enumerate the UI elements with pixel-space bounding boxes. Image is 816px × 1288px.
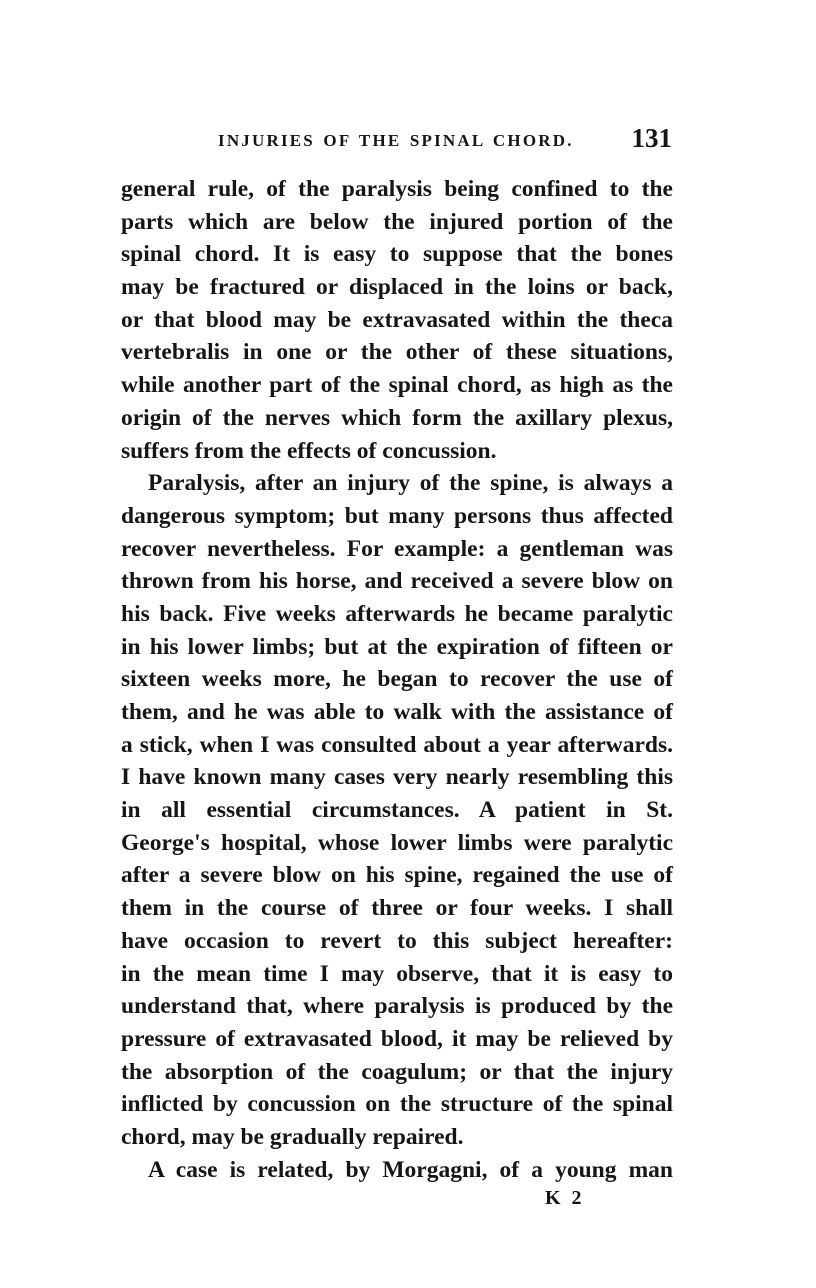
text-line: general rule, of the paralysis being confined to the: [121, 176, 673, 202]
text-line: suffers from the effects of concussion.: [121, 437, 497, 464]
text-line: dangerous symptom; but many persons thus affected: [121, 502, 673, 529]
running-title: INJURIES OF THE SPINAL CHORD.: [218, 131, 574, 150]
text-line: in his lower limbs; but at the expiration of fifteen or: [121, 633, 673, 660]
text-line: while another part of the spinal chord, as high as the: [121, 372, 673, 399]
text-line: Paralysis, after an injury of the spine, is always a: [148, 470, 673, 497]
text-line: parts which are below the injured portion of the: [121, 208, 673, 235]
text-line: in the mean time I may observe, that it is easy to: [121, 960, 673, 987]
text-line: them, and he was able to walk with the assistance of: [121, 699, 673, 725]
signature-mark: K 2: [545, 1187, 585, 1209]
text-line: understand that, where paralysis is produced by the: [121, 993, 673, 1020]
text-line: vertebralis in one or the other of these situations,: [121, 339, 673, 366]
text-line: recover nevertheless. For example: a gentleman was: [121, 535, 673, 562]
text-line: chord, may be gradually repaired.: [121, 1123, 464, 1150]
text-line: have occasion to revert to this subject hereafter:: [121, 927, 673, 954]
paragraph-2: [121, 467, 673, 1153]
text-line: origin of the nerves which form the axillary plexus,: [121, 404, 673, 431]
page-number: 131: [631, 123, 672, 153]
body-text: [121, 173, 673, 1186]
text-line: I have known many cases very nearly resembling this: [121, 764, 673, 791]
paragraph-3: [121, 1154, 673, 1187]
text-line: or that blood may be extravasated within the theca: [121, 306, 673, 333]
text-line: spinal chord. It is easy to suppose that the bones: [121, 241, 673, 268]
running-header: [120, 123, 674, 159]
text-line: them in the course of three or four weeks. I shall: [121, 895, 673, 922]
text-line: after a severe blow on his spine, regained the use of: [121, 862, 673, 889]
text-line: a stick, when I was consulted about a year afterwards.: [121, 731, 673, 758]
text-line: pressure of extravasated blood, it may be relieved by: [121, 1025, 673, 1052]
text-line: sixteen weeks more, he began to recover the use of: [121, 666, 673, 693]
text-line: George's hospital, whose lower limbs were paralytic: [121, 829, 673, 856]
text-line: his back. Five weeks afterwards he became paralytic: [121, 600, 673, 627]
text-line: may be fractured or displaced in the loins or back,: [121, 274, 673, 301]
text-line: inflicted by concussion on the structure of the spinal: [121, 1091, 673, 1118]
text-line: in all essential circumstances. A patient in St.: [121, 797, 673, 824]
paragraph-1: [121, 173, 673, 467]
text-line: the absorption of the coagulum; or that the injury: [121, 1058, 673, 1085]
text-line: thrown from his horse, and received a severe blow on: [121, 568, 673, 595]
text-line: A case is related, by Morgagni, of a young man: [148, 1156, 673, 1183]
